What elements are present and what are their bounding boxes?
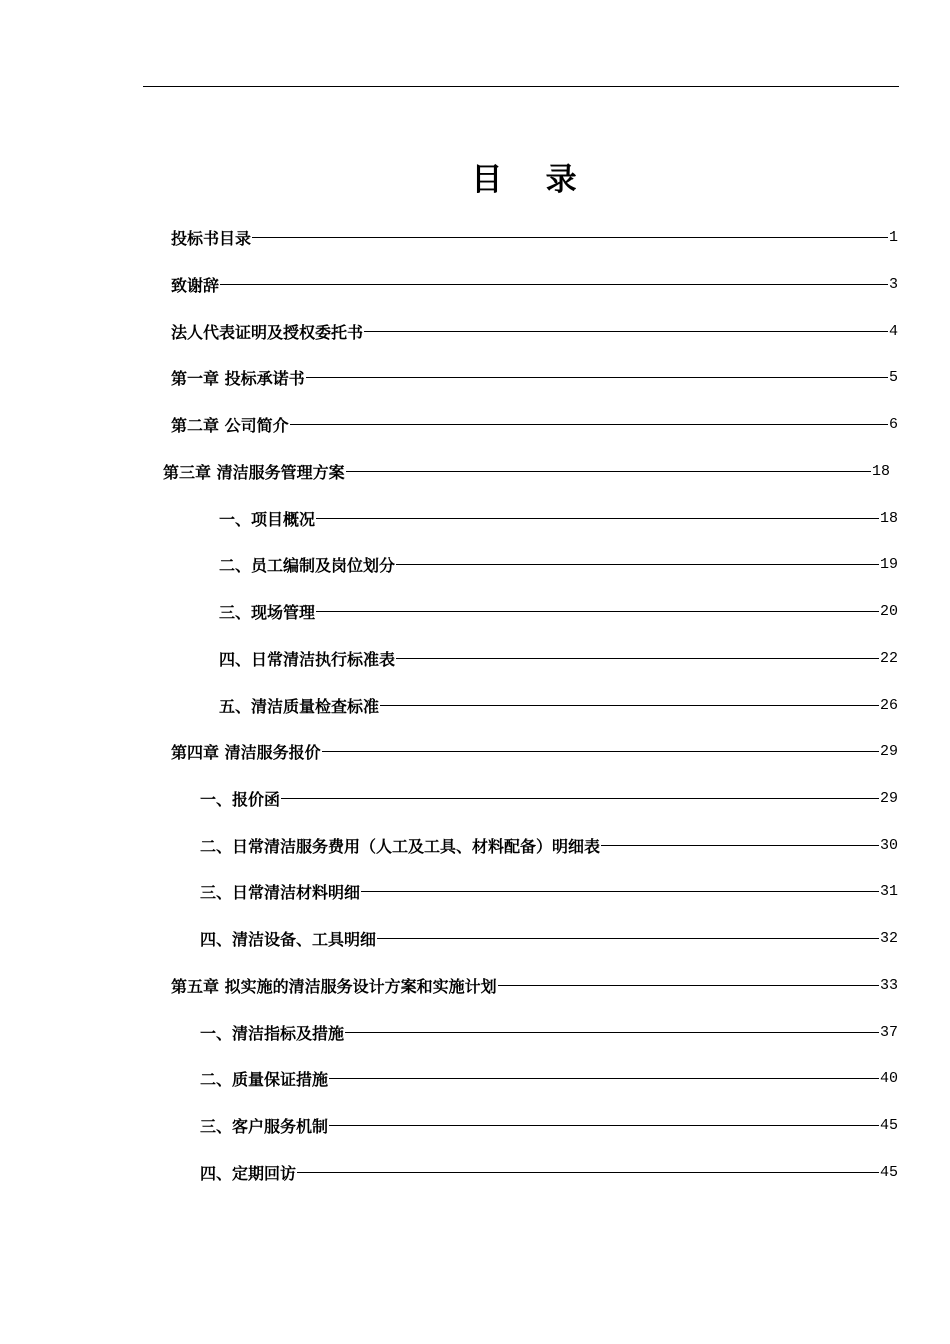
toc-entry-label: 五、清洁质量检查标准 (219, 696, 380, 716)
toc-leader-line (498, 985, 879, 986)
toc-entry[interactable] (163, 460, 890, 482)
toc-leader-line (396, 564, 879, 565)
toc-entry[interactable] (219, 507, 898, 529)
toc-entry-page: 30 (879, 836, 898, 854)
toc-entry-label: 第二章 公司简介 (171, 415, 289, 435)
toc-entry-label: 一、项目概况 (219, 509, 316, 529)
toc-entry[interactable] (219, 553, 898, 575)
toc-entry-page: 5 (888, 368, 898, 386)
toc-leader-line (322, 751, 879, 752)
toc-entry-page: 6 (888, 415, 898, 433)
toc-entry[interactable] (219, 600, 898, 622)
toc-entry-label: 第一章 投标承诺书 (171, 368, 305, 388)
toc-entry[interactable] (171, 366, 898, 388)
toc-entry[interactable] (171, 226, 898, 248)
toc-entry-label: 第五章 拟实施的清洁服务设计方案和实施计划 (171, 976, 497, 996)
toc-leader-line (380, 705, 879, 706)
toc-entry-page: 40 (879, 1069, 898, 1087)
toc-entry-label: 二、员工编制及岗位划分 (219, 555, 396, 575)
toc-entry-label: 一、报价函 (200, 789, 281, 809)
toc-entry-label: 四、日常清洁执行标准表 (219, 649, 396, 669)
toc-entry-label: 二、日常清洁服务费用（人工及工具、材料配备）明细表 (200, 836, 601, 856)
toc-entry[interactable] (200, 880, 898, 902)
toc-entry[interactable] (200, 927, 898, 949)
toc-entry-page: 26 (879, 696, 898, 714)
toc-entry-page: 29 (879, 789, 898, 807)
toc-entry-label: 第三章 清洁服务管理方案 (163, 462, 345, 482)
toc-title: 目 录 (471, 162, 577, 198)
toc-leader-line (345, 1032, 879, 1033)
toc-leader-line (601, 845, 879, 846)
toc-leader-line (220, 284, 888, 285)
toc-entry[interactable] (200, 787, 898, 809)
toc-entry[interactable] (200, 1114, 898, 1136)
toc-entry[interactable] (219, 647, 898, 669)
toc-leader-line (281, 798, 879, 799)
toc-leader-line (329, 1125, 879, 1126)
toc-entry-label: 第四章 清洁服务报价 (171, 742, 321, 762)
toc-leader-line (396, 658, 879, 659)
toc-entry[interactable] (200, 1067, 898, 1089)
toc-entry-label: 三、客户服务机制 (200, 1116, 329, 1136)
toc-entry[interactable] (171, 740, 898, 762)
toc-entry-page: 4 (888, 322, 898, 340)
toc-entry-label: 一、清洁指标及措施 (200, 1023, 345, 1043)
toc-entry-page: 22 (879, 649, 898, 667)
toc-entry[interactable] (200, 834, 898, 856)
toc-entry-label: 四、清洁设备、工具明细 (200, 929, 377, 949)
toc-entry-page: 37 (879, 1023, 898, 1041)
toc-entry[interactable] (171, 974, 898, 996)
toc-entry-page: 20 (879, 602, 898, 620)
toc-leader-line (329, 1078, 879, 1079)
toc-entry-page: 18 (871, 462, 890, 480)
toc-entry[interactable] (219, 694, 898, 716)
toc-leader-line (290, 424, 888, 425)
toc-leader-line (316, 518, 879, 519)
toc-entry-page: 3 (888, 275, 898, 293)
toc-leader-line (252, 237, 888, 238)
toc-entry-page: 18 (879, 509, 898, 527)
toc-entry-page: 1 (888, 228, 898, 246)
toc-entry[interactable] (200, 1021, 898, 1043)
toc-entry-label: 三、日常清洁材料明细 (200, 882, 361, 902)
toc-leader-line (316, 611, 879, 612)
toc-entry-label: 四、定期回访 (200, 1163, 297, 1183)
toc-entry[interactable] (200, 1161, 898, 1183)
toc-entry[interactable] (171, 413, 898, 435)
header-rule (143, 86, 899, 87)
toc-leader-line (306, 377, 888, 378)
toc-leader-line (297, 1172, 879, 1173)
toc-entry-page: 29 (879, 742, 898, 760)
toc-leader-line (377, 938, 879, 939)
toc-entry-page: 32 (879, 929, 898, 947)
toc-entry-page: 45 (879, 1163, 898, 1181)
toc-entry-page: 19 (879, 555, 898, 573)
toc-entry[interactable] (171, 320, 898, 342)
toc-entry-page: 33 (879, 976, 898, 994)
toc-entry-label: 致谢辞 (171, 275, 220, 295)
toc-leader-line (364, 331, 888, 332)
toc-entry-label: 二、质量保证措施 (200, 1069, 329, 1089)
toc-leader-line (361, 891, 879, 892)
toc-entry-label: 三、现场管理 (219, 602, 316, 622)
toc-leader-line (346, 471, 871, 472)
toc-entry-page: 31 (879, 882, 898, 900)
toc-entry-label: 法人代表证明及授权委托书 (171, 322, 364, 342)
toc-entry-page: 45 (879, 1116, 898, 1134)
toc-entry[interactable] (171, 273, 898, 295)
toc-entry-label: 投标书目录 (171, 228, 252, 248)
